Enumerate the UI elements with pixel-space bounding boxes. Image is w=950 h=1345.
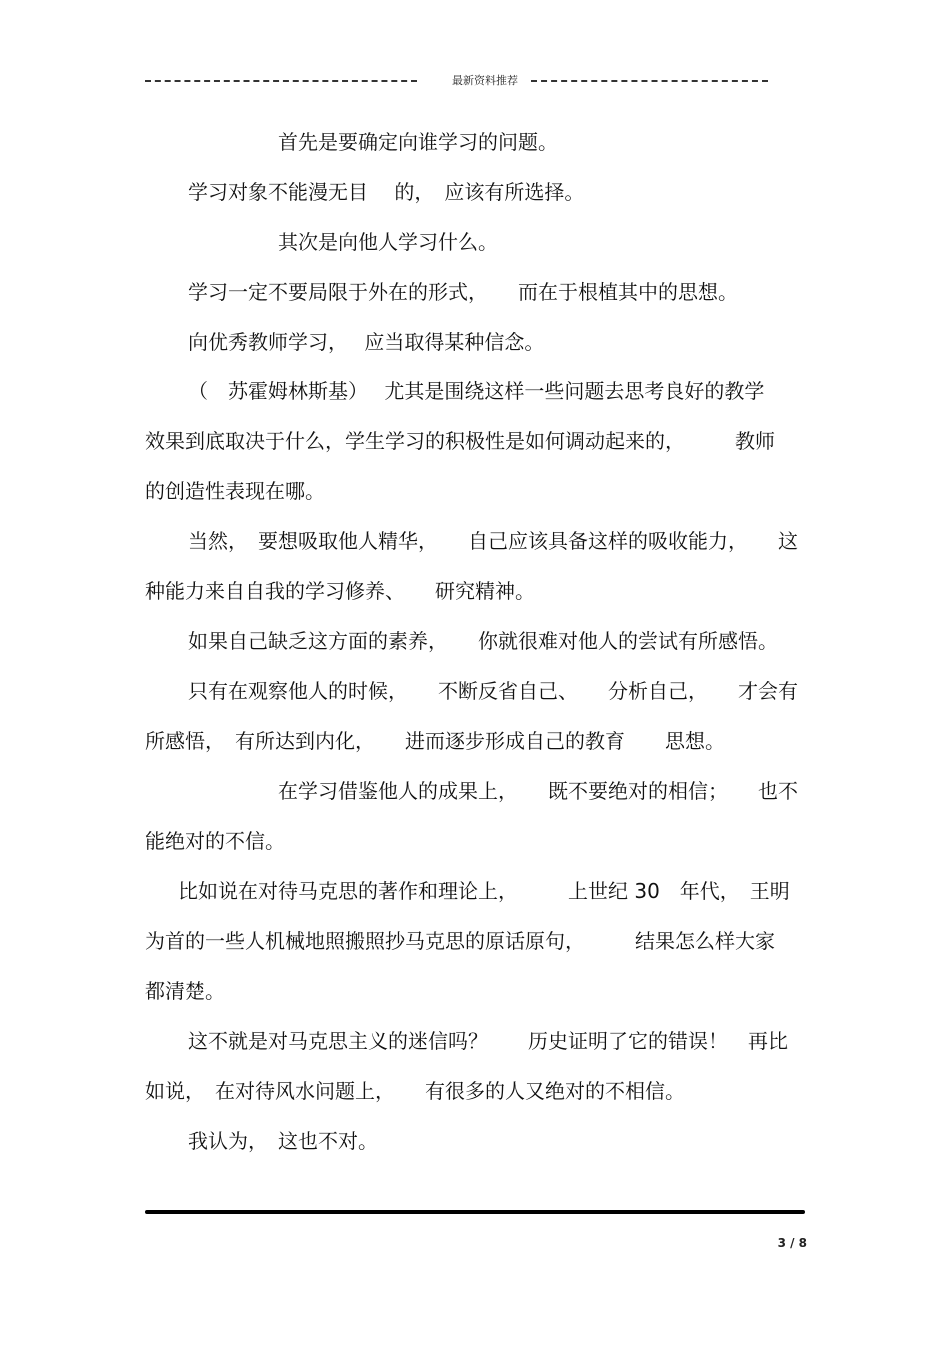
body-line: 都清楚。: [145, 979, 225, 1003]
body-line: 效果到底取决于什么，学生学习的积极性是如何调动起来的， 教师: [145, 429, 775, 453]
body-line: 只有在观察他人的时候， 不断反省自己、 分析自己， 才会有: [188, 679, 798, 703]
body-line: 首先是要确定向谁学习的问题。: [278, 130, 558, 154]
body-line: 这不就是对马克思主义的迷信吗？ 历史证明了它的错误！ 再比: [188, 1029, 788, 1053]
footer-rule: [145, 1210, 805, 1214]
header-dashed-rule-left: [145, 80, 417, 82]
body-line: 能绝对的不信。: [145, 829, 285, 853]
body-line: （ 苏霍姆林斯基） 尤其是围绕这样一些问题去思考良好的教学: [188, 379, 765, 403]
page-number: 3 / 8: [777, 1236, 807, 1250]
body-line: 其次是向他人学习什么。: [278, 230, 498, 254]
body-line: 的创造性表现在哪。: [145, 479, 325, 503]
body-line: 向优秀教师学习， 应当取得某种信念。: [188, 330, 545, 354]
page-header: [145, 71, 805, 91]
body-line: 我认为， 这也不对。: [188, 1129, 378, 1153]
body-line: 学习一定不要局限于外在的形式， 而在于根植其中的思想。: [188, 280, 738, 304]
body-line: 在学习借鉴他人的成果上， 既不要绝对的相信； 也不: [278, 779, 798, 803]
header-title: 最新资料推荐: [452, 74, 518, 87]
body-line: 为首的一些人机械地照搬照抄马克思的原话原句， 结果怎么样大家: [145, 929, 775, 953]
body-line: 种能力来自自我的学习修养、 研究精神。: [145, 579, 535, 603]
body-line: 当然， 要想吸取他人精华， 自己应该具备这样的吸收能力， 这: [188, 529, 798, 553]
body-line: 比如说在对待马克思的著作和理论上， 上世纪 30 年代， 王明: [178, 879, 790, 903]
body-line: 如说， 在对待风水问题上， 有很多的人又绝对的不相信。: [145, 1079, 685, 1103]
body-line: 学习对象不能漫无目 的， 应该有所选择。: [188, 180, 585, 204]
header-dashed-rule-right: [531, 80, 768, 82]
body-line: 如果自己缺乏这方面的素养， 你就很难对他人的尝试有所感悟。: [188, 629, 778, 653]
body-line: 所感悟， 有所达到内化， 进而逐步形成自己的教育 思想。: [145, 729, 725, 753]
